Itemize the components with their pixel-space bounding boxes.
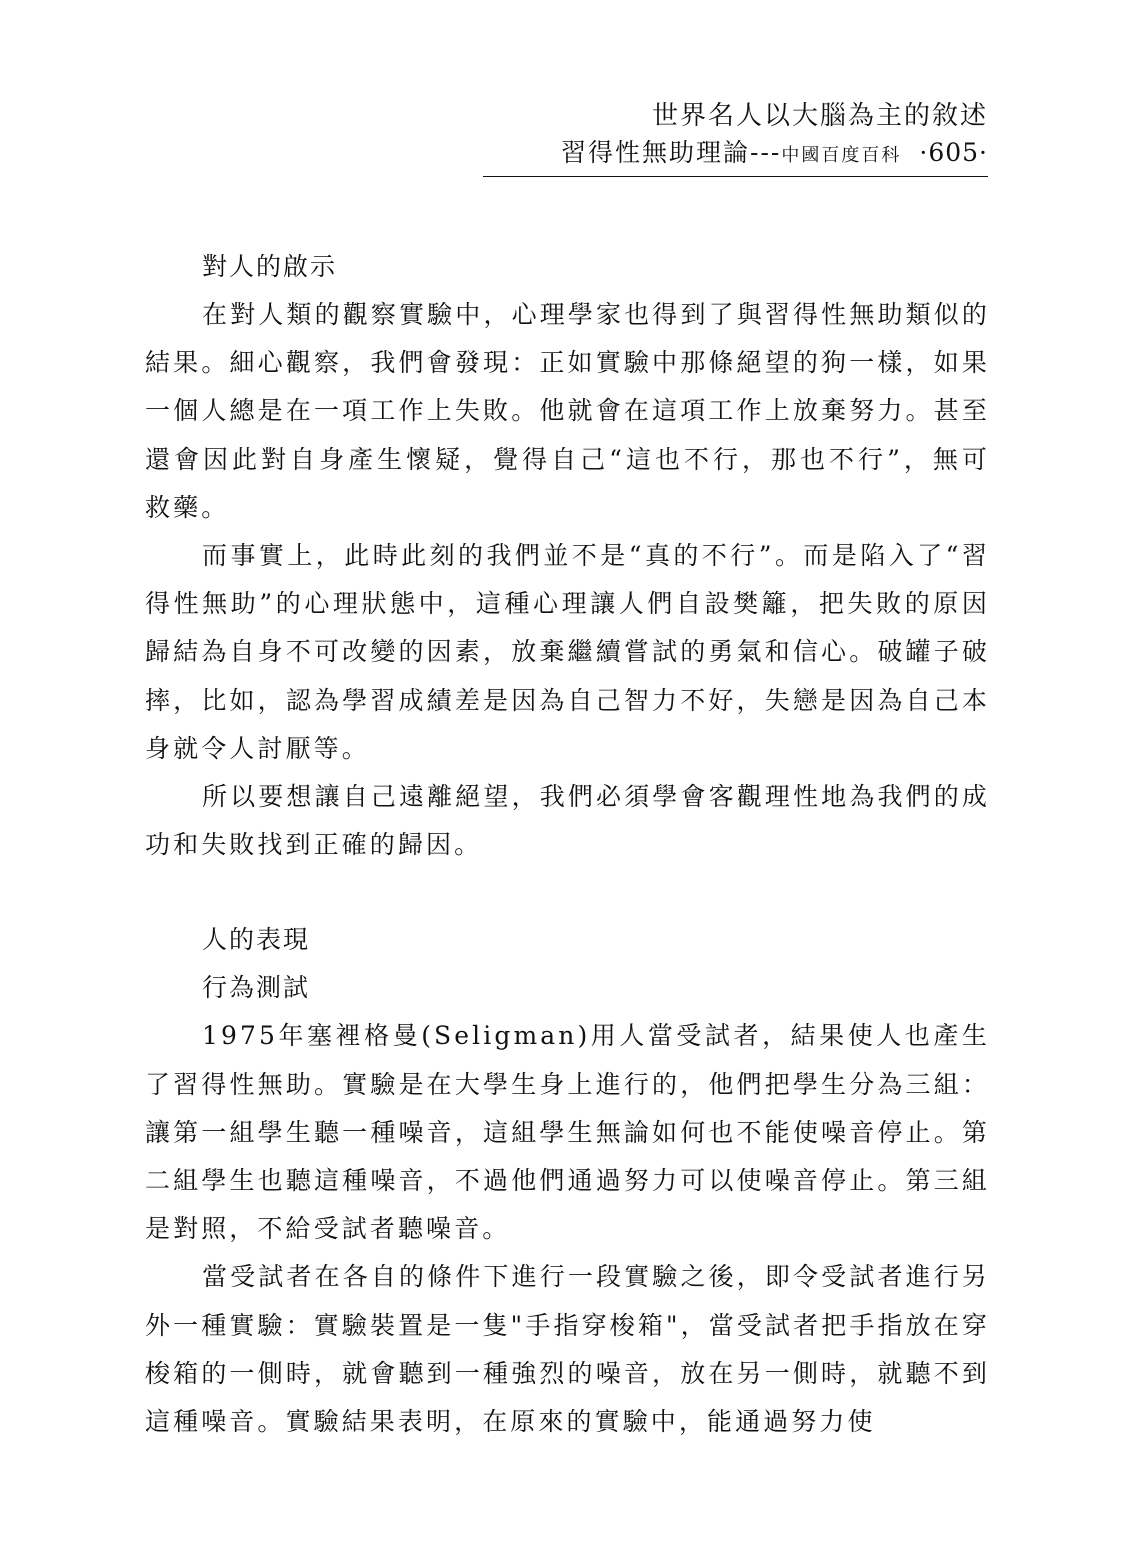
body-text [145,243,990,1446]
section-heading: 對人的啟示 [202,252,338,281]
paragraph: 1975年塞裡格曼(Seligman)用人當受試者，結果使人也產生了習得性無助。實驗是在大學生身上進行的，他們把學生分為三組：讓第一組學生聽一種噪音，這組學生無論如何也不能使噪音停止。第二組學生也聽這種噪音，不過他們通過努力可以使噪音停止。第三組是對照，不給受試者聽噪音。 [145,1021,990,1244]
paragraph: 而事實上，此時此刻的我們並不是“真的不行”。而是陷入了“習得性無助”的心理狀態中，這種心理讓人們自設樊籬，把失敗的原因歸結為自身不可改變的因素，放棄繼續嘗試的勇氣和信心。破罐子破摔，比如，認為學習成績差是因為自己智力不好，失戀是因為自己本身就令人討厭等。 [145,541,990,763]
section-gap [145,869,990,916]
header-subtitle: 習得性無助理論--- [561,138,782,167]
section-heading: 人的表現 [202,925,311,955]
header-subtitle-row [483,134,988,177]
paragraph: 在對人類的觀察實驗中，心理學家也得到了與習得性無助類似的結果。細心觀察，我們會發現：正如實驗中那條絕望的狗一樣，如果一個人總是在一項工作上失敗。他就會在這項工作上放棄努力。甚至還會因此對自身產生懷疑，覺得自己“這也不行，那也不行”，無可救藥。 [145,300,990,522]
section-subheading: 行為測試 [202,973,311,1003]
header-title: 世界名人以大腦為主的敘述 [651,101,988,131]
paragraph: 當受試者在各自的條件下進行一段實驗之後，即令受試者進行另外一種實驗：實驗裝置是一隻"手指穿梭箱"，當受試者把手指放在穿梭箱的一側時，就會聽到一種強烈的噪音，放在另一側時，就聽不到這種噪音。實驗結果表明，在原來的實驗中，能通過努力使 [145,1262,990,1437]
paragraph: 所以要想讓自己遠離絕望，我們必須學會客觀理性地為我們的成功和失敗找到正確的歸因。 [145,782,990,860]
header-subtitle-source: 中國百度百科 [781,145,902,166]
running-header [428,98,988,177]
page-number: ·605· [919,138,988,167]
